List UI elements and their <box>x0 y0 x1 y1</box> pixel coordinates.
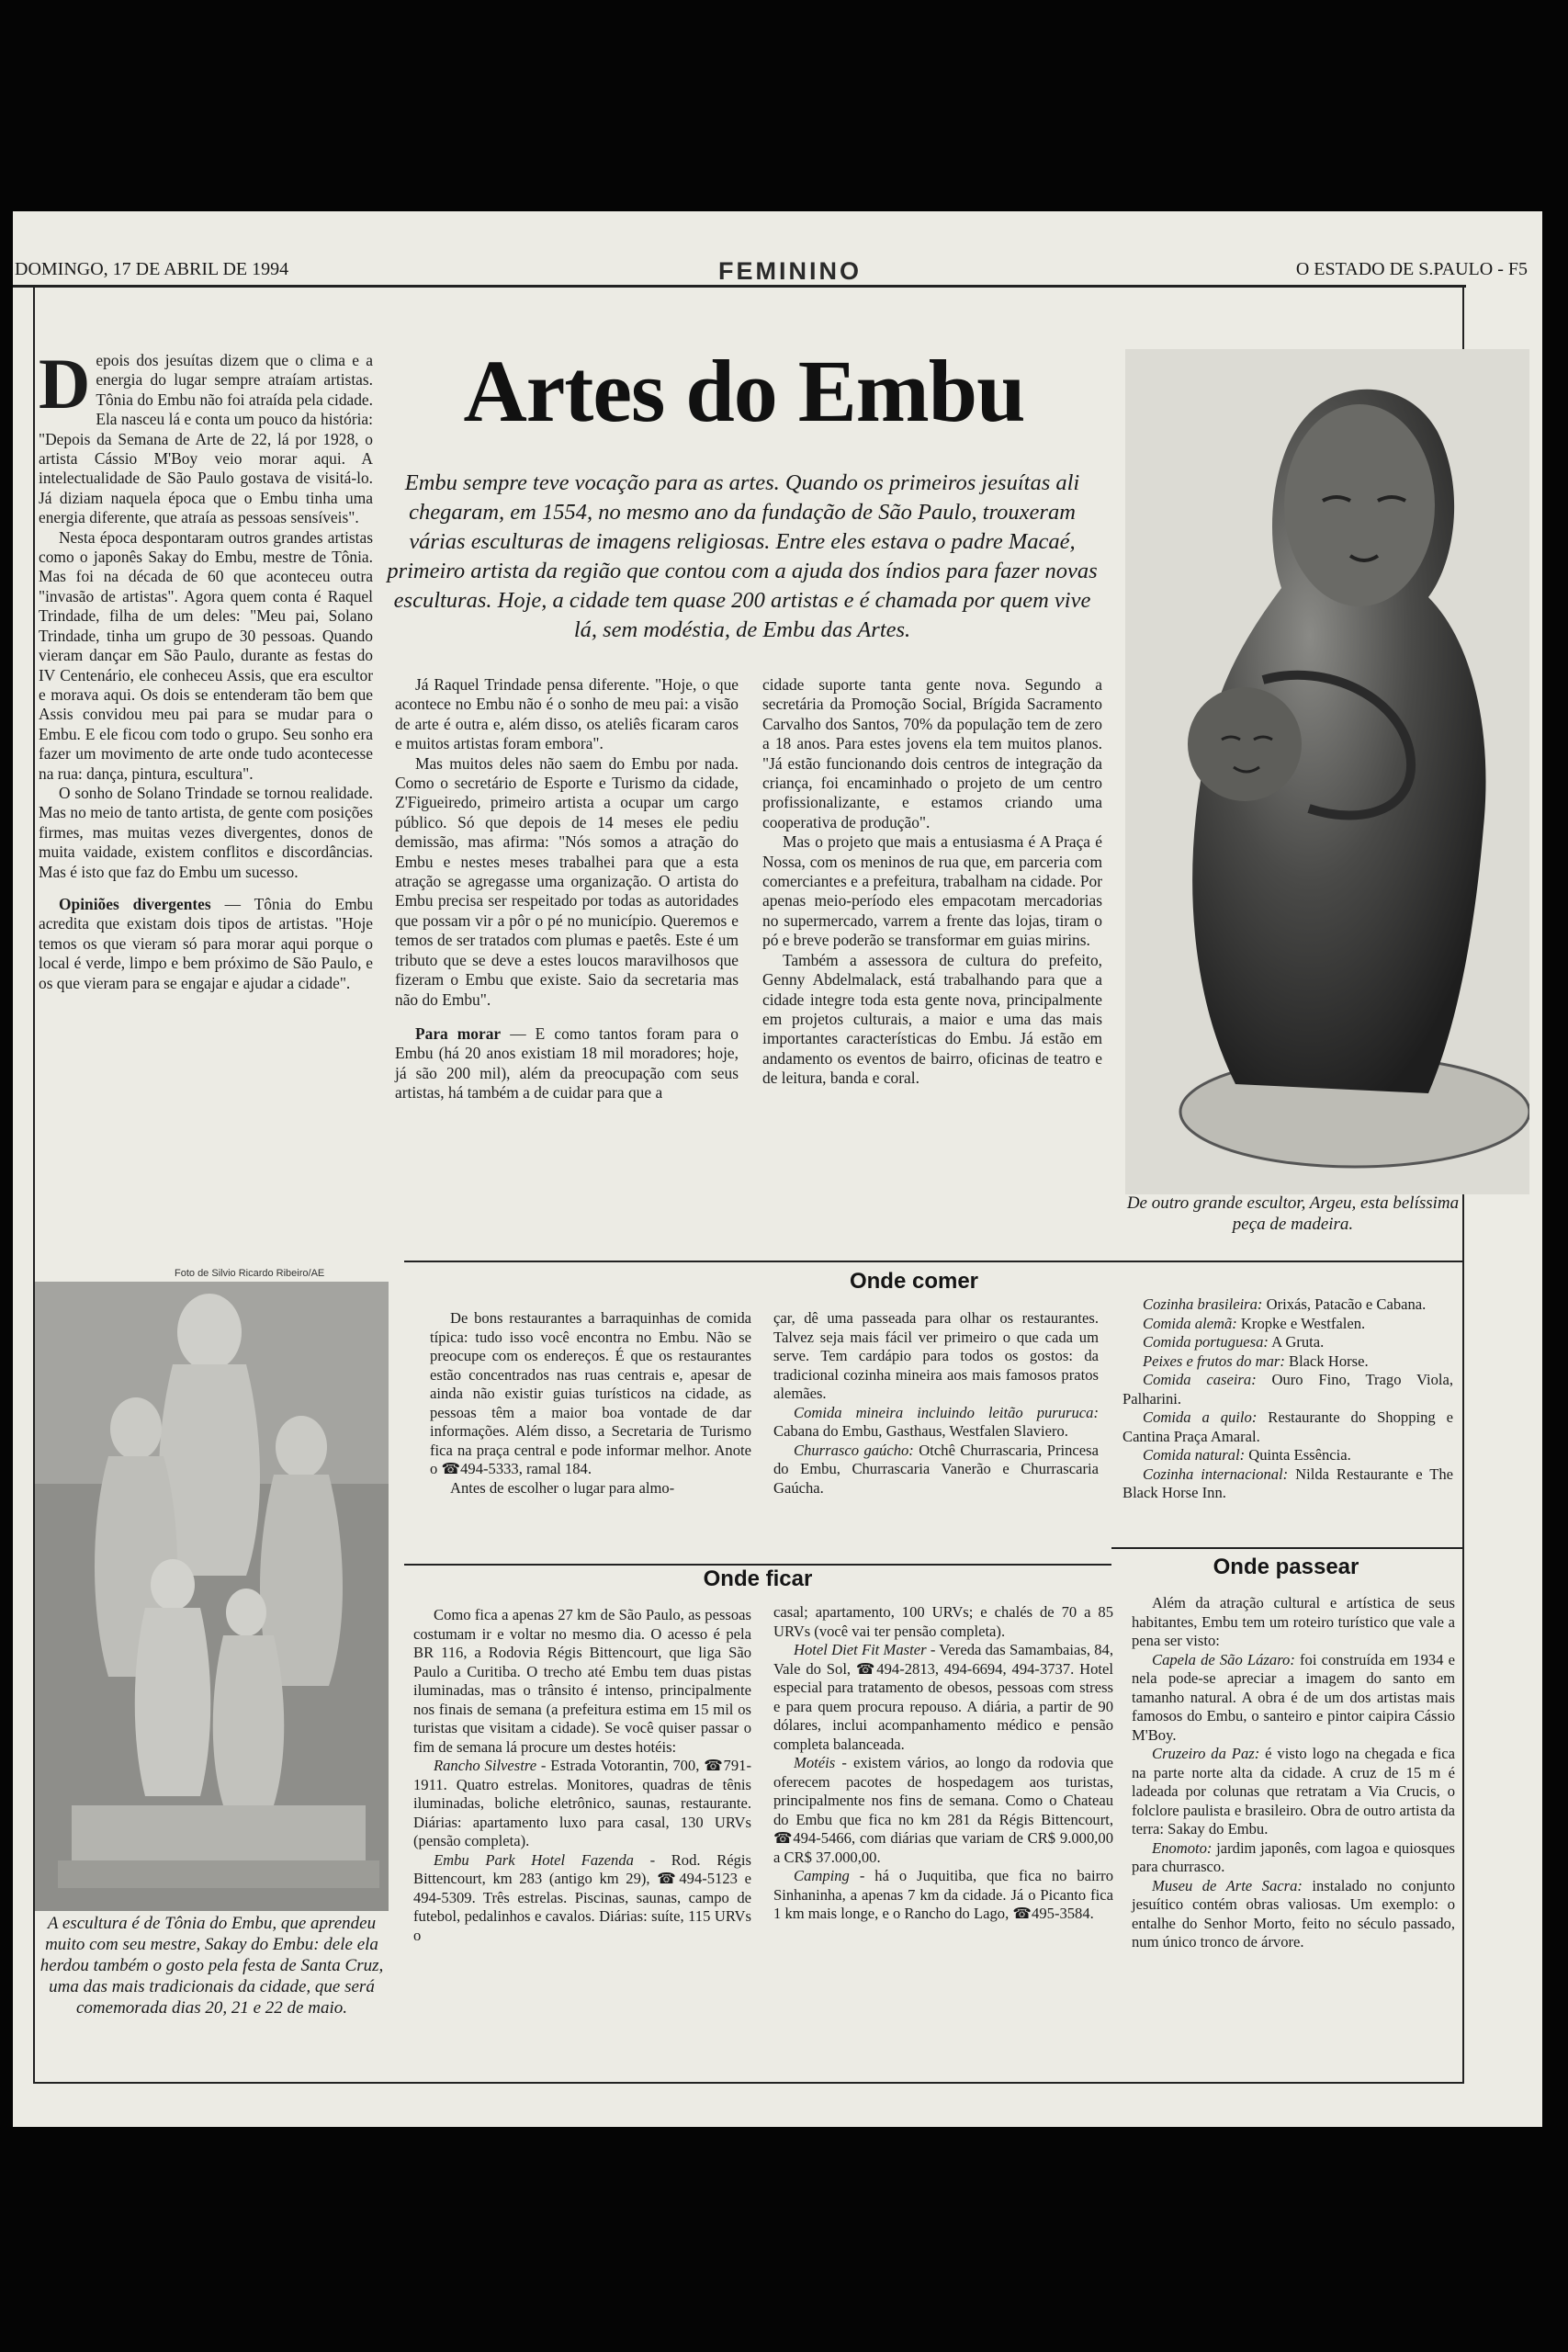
onde-passear-title: Onde passear <box>1213 1555 1359 1579</box>
subhead-para-morar: Para morar <box>415 1023 502 1043</box>
comer-item-value: Nilda Restaurante e The Black Horse Inn. <box>1122 1464 1453 1501</box>
onde-passear-intro: Além da atração cultural e artística de seus habitantes, Embu tem um roteiro turístico que vale a pena ser visto: <box>1132 1594 1455 1649</box>
ficar-item-value: - existem vários, ao longo da rodovia que oferecem pacotes de hospedagem aos turistas, principalmente nos fins de semana. Como o Chateau do Embu que fica no km 281 da Régis Bittencourt, ☎494-5466, com diárias que variam de CR$ 9.000,00 a CR$ 37.000,00. <box>773 1754 1113 1866</box>
article-title: Artes do Embu <box>463 342 1025 440</box>
col2-sub-text: — E como tantos foram para o Embu (há 20 anos existiam 18 mil moradores; hoje, já são 200 mil), além da preocupação com seus artistas, há também a de cuidar para que a <box>395 1023 739 1102</box>
onde-comer-col-3 <box>1122 1295 1453 1503</box>
tonia-sculpture-photo <box>35 1282 389 1911</box>
comer-item-key: Cozinha brasileira: <box>1143 1295 1263 1313</box>
col2-para-1: Já Raquel Trindade pensa diferente. "Hoje, o que acontece no Embu não é o sonho de meu pai: a visão de arte é outra e, além disso, os ateliês ficaram caros e muitos artistas foram embora". <box>395 675 739 753</box>
col1-sub-text: — Tônia do Embu acredita que existam dois tipos de artistas. "Hoje temos os que vieram só para morar aqui porque o local é verde, limpo e bem próximo de São Paulo, e os que vieram para se engajar e ajudar a cidade". <box>39 894 373 992</box>
onde-ficar-intro: Como fica a apenas 27 km de São Paulo, as pessoas costumam ir e voltar no mesmo dia. O acesso é pela BR 116, a Rodovia Régis Bittencourt, que liga São Paulo a Curitiba. O trecho até Embu tem duas pistas iluminadas, mas o trânsito é intenso, principalmente nos finais de semana (a prefeitura estima em 15 mil os turistas que visitam a cidade). Se você quiser passar o fim de semana lá procure um destes hotéis: <box>413 1606 751 1756</box>
ficar-item-value: - Vereda das Samambaias, 84, Vale do Sol, ☎494-2813, 494-6694, 494-3737. Hotel especial para tratamento de obesos, pessoas com stress e para quem procura repouso. A diária, a partir de 90 dólares, inclui acompanhamento médico e pensão completa balanceada. <box>773 1641 1113 1753</box>
caption-tonia-sculpture: A escultura é de Tônia do Embu, que aprendeu muito com seu mestre, Sakay do Embu: dele ela herdou também o gosto pela festa de Santa Cruz, uma das mais tradicionais da cidade, que será comemorada dias 20, 21 e 22 de maio. <box>39 1914 384 2018</box>
onde-comer-intro-b: Antes de escolher o lugar para almo- <box>450 1478 675 1497</box>
boxes-top-rule <box>404 1261 1464 1262</box>
ficar-item-key: Embu Park Hotel Fazenda <box>434 1850 634 1869</box>
onde-ficar-title: Onde ficar <box>703 1566 813 1591</box>
ficar-item-value: - Estrada Votorantin, 700, ☎791-1911. Quatro estrelas. Monitores, quadras de tênis iluminadas, boliche eletrônico, saunas, restaurante. Diárias: apartamento luxo para casal, 130 URVs (pensão completa). <box>413 1757 751 1849</box>
onde-ficar-rule <box>404 1564 1111 1566</box>
passear-item-value: foi construída em 1934 e nela pode-se apreciar a imagem do santo em tamanho natural. A obra é de um dos artistas mais famosos do Embu, o santeiro e pintor caipira Cássio M'Boy. <box>1132 1650 1455 1744</box>
ficar-item-key: Motéis <box>794 1754 836 1771</box>
comer-item-key: Comida a quilo: <box>1143 1408 1258 1426</box>
comer-item-value: Restaurante do Shopping e Cantina Praça Amaral. <box>1122 1408 1453 1445</box>
onde-comer-col-1 <box>430 1309 751 1498</box>
photo-credit: Foto de Silvio Ricardo Ribeiro/AE <box>175 1268 325 1279</box>
comer-item-value: Kropke e Westfalen. <box>1236 1314 1366 1332</box>
comer-item-value: Orixás, Patacão e Cabana. <box>1262 1295 1427 1313</box>
article-column-2 <box>395 675 739 1103</box>
passear-item-value: é visto logo na chegada e fica na parte norte alta da cidade. A cruz de 15 m é ladeada por colunas que retratam a Via Crucis, o folclore paulista e brasileiro. Obra de outro artista da terra: Sakay do Embu. <box>1132 1745 1456 1838</box>
ficar-item-value: - Rod. Régis Bittencourt, km 283 (antigo km 29), ☎494-5123 e 494-5309. Três estrelas. Piscinas, saunas, campo de futebol, pedalinhos e cavalos. Diárias: suíte, 115 URVs o <box>413 1850 751 1944</box>
col3-para-1: cidade suporte tanta gente nova. Segundo a secretária da Promoção Social, Brígida Sacramento Carvalho dos Santos, 70% da população tem de zero a 18 anos. Para estes jovens ela tem muitos planos. "Já estão funcionando dois centros de integração da criança, foi encaminhado o projeto de um centro profissionalizante, e estamos criando uma cooperativa de produção". <box>762 675 1102 831</box>
onde-passear-col <box>1132 1594 1455 1952</box>
comer-item-value: A Gruta. <box>1268 1333 1325 1351</box>
onde-comer-text: çar, dê uma passeada para olhar os restaurantes. Talvez seja mais fácil ver primeiro o que cada um serve. Tem cardápio para todos os gostos: da tradicional cozinha mineira aos mais famosos pratos alemães. <box>773 1309 1099 1402</box>
comer-item-value: Quinta Essência. <box>1245 1446 1351 1464</box>
comer-item-value: Black Horse. <box>1284 1351 1369 1370</box>
ficar-item-key: Hotel Diet Fit Master <box>794 1641 927 1658</box>
comer-item-key: Churrasco gaúcho: <box>794 1441 914 1459</box>
ficar-item-key: Rancho Silvestre <box>434 1757 537 1774</box>
passear-item-key: Museu de Arte Sacra: <box>1152 1876 1303 1894</box>
comer-item-key: Comida alemã: <box>1143 1314 1237 1332</box>
comer-item-value: Cabana do Embu, Gasthaus, Westfalen Slaviero. <box>773 1422 1068 1440</box>
passear-item-value: instalado no conjunto jesuítico contém obras valiosas. Um exemplo: o entalhe do Senhor Morto, feito no século passado, num único tronco de árvore. <box>1132 1876 1455 1951</box>
comer-item-value: Ouro Fino, Trago Viola, Palharini. <box>1122 1371 1454 1408</box>
subhead-opinioes: Opiniões divergentes <box>59 894 211 913</box>
comer-item-value: Otchê Churrascaria, Princesa do Embu, Churrascaria Vanerão e Churrascaria Gaúcha. <box>773 1441 1099 1497</box>
passear-item-key: Enomoto: <box>1152 1838 1213 1857</box>
onde-comer-intro: De bons restaurantes a barraquinhas de comida típica: tudo isso você encontra no Embu. Não se preocupe com os endereços. É que os restaurantes estão concentrados nas ruas centrais e, apesar de ainda não existir guias turísticos na cidade, as pessoas têm a maior boa vontade de dar informações. Além disso, a Secretaria de Turismo fica na praça central e pode informar melhor. Anote o ☎494-5333, ramal 184. <box>430 1309 751 1477</box>
drop-cap: D <box>39 344 91 424</box>
comer-item-key: Comida mineira incluindo leitão pururuca: <box>794 1403 1099 1421</box>
passear-item-key: Capela de São Lázaro: <box>1152 1650 1295 1668</box>
onde-passear-rule <box>1111 1547 1464 1549</box>
comer-item-key: Comida portuguesa: <box>1143 1333 1269 1351</box>
passear-item-value: jardim japonês, com lagoa e quiosques para churrasco. <box>1132 1838 1455 1875</box>
newspaper-name: O ESTADO DE S.PAULO - F5 <box>1295 259 1528 279</box>
caption-wood-sculpture: De outro grande escultor, Argeu, esta belíssima peça de madeira. <box>1126 1193 1460 1234</box>
col1-para-3: O sonho de Solano Trindade se tornou realidade. Mas no meio de tanto artista, de gente com posições firmes, mas muitas vezes divergentes, donos de muita vaidade, existem conflitos e discordâncias. Mas é isto que faz do Embu um sucesso. <box>39 783 373 881</box>
onde-ficar-col-1 <box>413 1606 751 1945</box>
onde-comer-col-2 <box>773 1309 1099 1498</box>
ficar-item-key: Camping <box>794 1867 850 1884</box>
wood-sculpture-photo <box>1125 349 1529 1194</box>
article-lead: Embu sempre teve vocação para as artes. Quando os primeiros jesuítas ali chegaram, em 1554, no mesmo ano da fundação de São Paulo, trouxeram várias esculturas de imagens religiosas. Entre eles estava o padre Macaé, primeiro artista da região que contou com a ajuda dos índios para fazer novas esculturas. Hoje, a cidade tem quase 200 artistas e é chamada por quem vive lá, sem modéstia, de Embu das Artes. <box>387 470 1098 642</box>
comer-item-key: Comida natural: <box>1143 1446 1246 1464</box>
col3-para-2: Mas o projeto que mais a entusiasma é A Praça é Nossa, com os meninos de rua que, em parceria com comerciantes e a prefeitura, trabalham na cidade. Por apenas meio-período eles empacotam mercadorias no supermercado, varrem a frente das lojas, tiram o pó e breve poderão se transformar em guias mirins. <box>762 832 1102 950</box>
bottom-border <box>33 2082 1464 2084</box>
article-column-3 <box>762 675 1102 1089</box>
ficar-item-value: - há o Juquitiba, que fica no bairro Sinhaninha, a apenas 7 km da cidade. Já o Picanto fica 1 km mais longe, e o Rancho do Lago, ☎495-3584. <box>773 1867 1113 1922</box>
col3-para-3: Também a assessora de cultura do prefeito, Genny Abdelmalack, está trabalhando para que a cidade integre toda esta gente nova, principalmente em projetos culturais, a maior e uma das mais importantes características do Embu. Já estão em andamento os eventos de bairro, oficinas de teatro e de leitura, banda e coral. <box>762 950 1102 1088</box>
comer-item-key: Peixes e frutos do mar: <box>1143 1351 1285 1370</box>
section-name: FEMININO <box>718 257 862 285</box>
article-column-1 <box>39 344 373 993</box>
col2-para-2: Mas muitos deles não saem do Embu por nada. Como o secretário de Esporte e Turismo da cidade, Z'Figueiredo, primeiro artista a ocupar um cargo público. Só que depois de 14 meses ele pediu demissão, mas afirma: "Nós somos a atração do Embu e nestes meses trabalhei para que a esta atração se agregasse uma organização. O artista do Embu precisa ser respeitado por todas as autoridades que possam vir a pôr o pé no município. Queremos e temos de ser tratados com plumas e paetês. Este é um tributo que se deve a estes loucos maravilhosos que fizeram o Embu que existe. Saio da secretaria mas não do Embu". <box>395 753 739 1009</box>
onde-ficar-col-2 <box>773 1603 1113 1924</box>
col1-para-1: epois dos jesuítas dizem que o clima e a energia do lugar sempre atraíam artistas. Tônia do Embu não foi atraída pela cidade. Ela nasceu lá e conta um pouco da história: "Depois da Semana de Arte de 22, lá por 1928, o artista Cássio M'Boy veio morar aqui. A intelectualidade de São Paulo gostava de visitá-lo. Já diziam naquela época que o Embu tinha uma energia diferente, que atraía as pessoas sensíveis". <box>39 351 373 527</box>
header-rule <box>13 285 1466 288</box>
onde-comer-title: Onde comer <box>849 1269 979 1294</box>
col1-para-2: Nesta época despontaram outros grandes artistas como o japonês Sakay do Embu, mestre de Tônia. Mas foi na década de 60 que aconteceu outra "invasão de artistas". Agora quem conta é Raquel Trindade, filha de um deles: "Meu pai, Solano Trindade, tinha um grupo de 30 pessoas. Quando vieram dançar em São Paulo, durante as festas do IV Centenário, ele conheceu Assis, que era escultor e morava aqui. Os dois se entenderam tão bem que Assis convidou meu pai para se mudar para o Embu. E ele ficou com todo o grupo. Seu sonho era fazer um movimento de arte onde tudo acontecesse na rua: dança, pintura, escultura". <box>39 527 373 783</box>
issue-date: DOMINGO, 17 DE ABRIL DE 1994 <box>15 259 289 279</box>
comer-item-key: Comida caseira: <box>1143 1371 1257 1388</box>
passear-item-key: Cruzeiro da Paz: <box>1152 1745 1260 1762</box>
comer-item-key: Cozinha internacional: <box>1143 1464 1289 1483</box>
onde-ficar-text: casal; apartamento, 100 URVs; e chalés de 70 a 85 URVs (você vai ter pensão completa). <box>773 1603 1113 1640</box>
